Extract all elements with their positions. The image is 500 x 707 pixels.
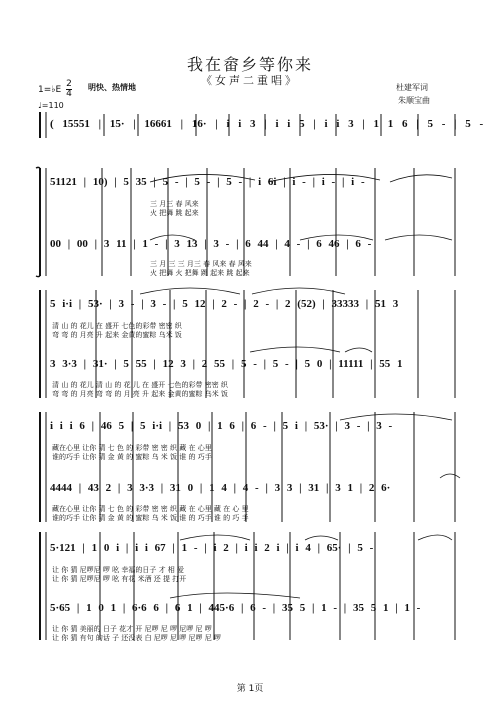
system-4-lyrics-top-1: 藏在心里 让你 猜 七 色 的 彩带 密 密 织 藏 在 心里 bbox=[52, 444, 212, 452]
time-sig-bottom: 4 bbox=[66, 89, 72, 99]
system-5-lyrics-top-1: 让 你 猜 尼啰尼 啰 吆 幸福的日子 才 相 爱 bbox=[52, 566, 185, 574]
system-3-lyrics-top-2: 弯 弯 的 月亮 升 起来 金黄的蜜粽 乌米 饭 bbox=[52, 331, 182, 339]
system-5-lyrics-top-2: 让 你 猜 尼啰尼 啰 吆 有花 米酒 还 提 打开 bbox=[52, 575, 187, 583]
time-sig-top: 2 bbox=[66, 79, 72, 89]
system-2-lyrics-top-2: 火 把舞 跳 起来 bbox=[150, 209, 199, 217]
page-number: 第 1页 bbox=[236, 684, 264, 694]
system-2-staff-bottom: 00 | 00 | 3 11 | 1 - | 3 13 | 3 - | 6 44 | 4 - | 6 46 | 6 - bbox=[50, 238, 372, 250]
tempo-marking: ♩=110 bbox=[38, 101, 64, 110]
system-5-lyrics-bottom-2: 让 你 猜 有句 的话 子 还没表 白 尼啰 尼 啰 尼啰 尼 啰 bbox=[52, 634, 221, 642]
lyricist-credit: 杜建军词 bbox=[396, 83, 428, 92]
system-3-lyrics-bottom-2: 弯 弯 的 月亮 弯 弯 的 月 亮 升 起来 金黄的蜜粽 乌米 饭 bbox=[52, 390, 228, 398]
system-2-lyrics-bottom-2: 火 把舞 火 把舞 跳 起来 跳 起来 bbox=[150, 269, 250, 277]
song-title: 我在畲乡等你来 bbox=[186, 55, 313, 74]
system-2-staff-top: 51121 | 10) | 5 35 | 5 - | 5 - | 5 - | i 6i | i - | i - | i - bbox=[50, 176, 365, 188]
composer-credit: 朱顺宝曲 bbox=[398, 96, 430, 105]
system-3-lyrics-top-1: 清 山 的 花儿 在 盛开 七色的彩带 密密 织 bbox=[52, 322, 182, 330]
system-2-lyrics-bottom-1: 三 月 三 三 月三 春 风来 春 风来 bbox=[150, 260, 252, 268]
song-subtitle: 《女声二重唱》 bbox=[201, 74, 299, 87]
expression-marking: 明快、热情地 bbox=[88, 83, 136, 92]
system-4-lyrics-bottom-1: 藏在心里 让你 猜 七 色 的 彩带 密 密 织 藏 在 心里 藏 在 心 里 bbox=[52, 505, 249, 513]
system-5-staff-bottom: 5·65 | 1 0 1 | 6·6 6 | 6 1 | 445·6 | 6 - | 35 5 | 1 - | 35 5 1 | 1 - bbox=[50, 602, 421, 614]
system-4-staff-bottom: 4444 | 43 2 | 3 3·3 | 31 0 | 1 4 | 4 - | 3 3 | 31 | 3 1 | 2 6· bbox=[50, 482, 391, 494]
system-2-lyrics-top-1: 三 月三 春 风来 bbox=[150, 200, 199, 208]
system-3-staff-top: 5 i·i | 53· | 3 - | 3 - | 5 12 | 2 - | 2 - | 2 (52) | 33333 | 51 3 bbox=[50, 298, 399, 310]
system-5-lyrics-bottom-1: 让 你 猜 美丽的 日子 花才 开 尼啰 尼 啰 尼啰 尼 啰 bbox=[52, 625, 212, 633]
key-label: 1=♭E bbox=[38, 85, 62, 95]
system-4-staff-top: i i i 6 | 46 5 | 5 i·i | 53 0 | 1 6 | 6 - | 5 i | 53· | 3 - | 3 - bbox=[50, 420, 393, 432]
system-4-lyrics-top-2: 谁的巧手 让你 猜 金 黄 的 蜜粽 乌 米 饭 谁 的 巧手 bbox=[52, 453, 212, 461]
system-4-lyrics-bottom-2: 谁的巧手 让你 猜 金 黄 的 蜜粽 乌 米 饭 谁 的 巧手 谁 的 巧 手 bbox=[52, 514, 249, 522]
system-3-lyrics-bottom-1: 清 山 的 花儿 清 山 的 花 儿 在 盛开 七色的彩带 密密 织 bbox=[52, 381, 228, 389]
system-5-staff-top: 5·121 | 1 0 i | i i 67 | 1 - | i 2 | i i 2 i | i 4 | 65· | 5 - bbox=[50, 542, 374, 554]
system-1-staff-top: ( 15551 | 15· | 16661 | 16· | i i 3 | i i 5 | i i 3 | 1 1 6 | 5 - | 5 - bbox=[50, 118, 484, 130]
system-3-staff-bottom: 3 3·3 | 31· | 5 55 | 12 3 | 2 55 | 5 - | 5 - | 5 0 | 11111 | 55 1 bbox=[50, 358, 403, 370]
